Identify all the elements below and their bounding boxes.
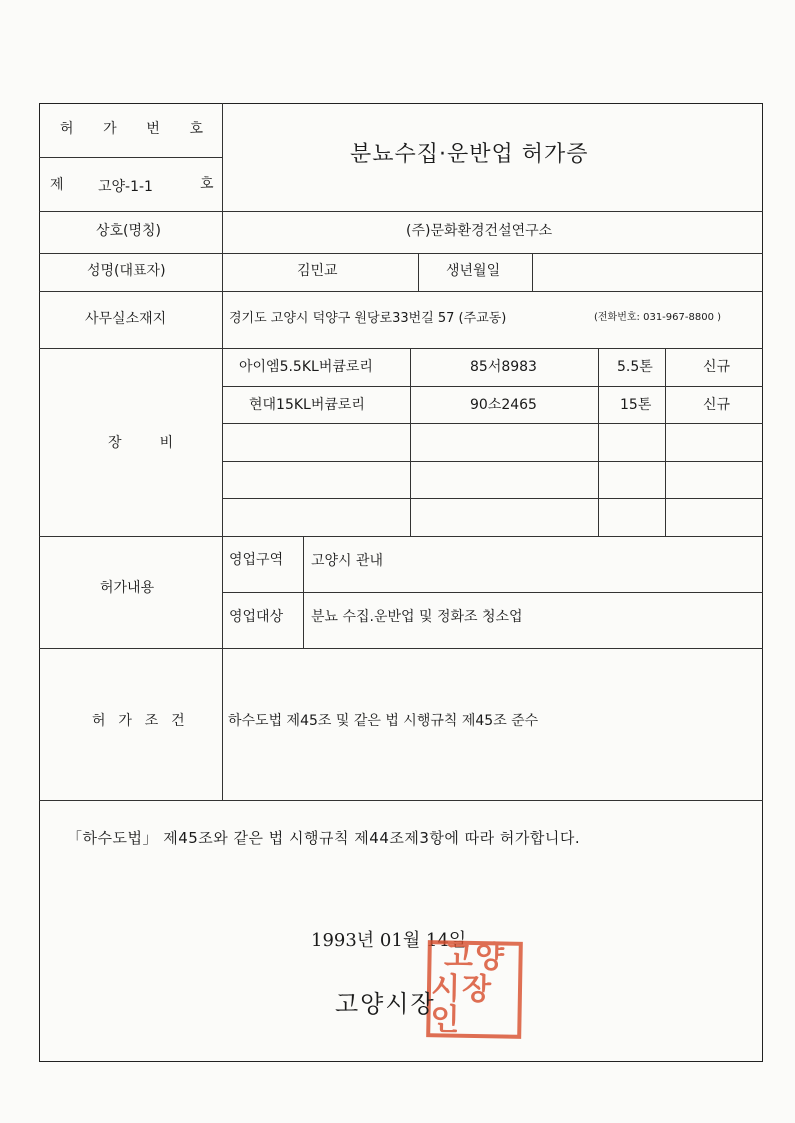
divider — [39, 800, 763, 801]
business-area-value: 고양시 관내 — [311, 553, 384, 569]
divider — [532, 253, 533, 291]
divider — [303, 536, 304, 648]
permit-number-label: 허 가 번 호 — [60, 121, 216, 137]
vehicle-name: 아이엠5.5KL버큠로리 — [239, 359, 373, 375]
birth-date-label: 생년월일 — [446, 263, 501, 279]
official-seal: 고양 시장인 — [426, 940, 523, 1039]
representative-value: 김민교 — [297, 263, 338, 279]
vehicle-plate: 90소2465 — [470, 397, 537, 413]
company-label: 상호(명칭) — [96, 223, 162, 239]
divider — [39, 291, 763, 292]
business-area-label: 영업구역 — [229, 552, 284, 568]
permit-number-value: 고양-1-1 — [98, 179, 153, 195]
permit-condition-value: 하수도법 제45조 및 같은 법 시행규칙 제45조 준수 — [228, 713, 539, 729]
permit-number-suffix: 호 — [200, 176, 214, 192]
permit-number-prefix: 제 — [50, 177, 64, 193]
company-value: (주)문화환경건설연구소 — [406, 223, 553, 239]
vehicle-name: 현대15KL버큠로리 — [249, 397, 365, 413]
divider — [222, 423, 763, 424]
issuer-name: 고양시장 — [335, 990, 436, 1018]
divider — [39, 536, 763, 537]
divider — [39, 211, 763, 212]
vehicle-capacity: 5.5톤 — [617, 359, 653, 375]
vehicle-status: 신규 — [703, 397, 731, 413]
office-phone: (전화번호: 031-967-8800 ) — [594, 312, 722, 323]
divider — [39, 253, 763, 254]
divider — [665, 348, 666, 536]
divider — [222, 103, 223, 800]
page-title: 분뇨수집·운반업 허가증 — [350, 142, 589, 167]
equipment-label: 장 비 — [108, 435, 190, 451]
divider — [410, 348, 411, 536]
divider — [222, 386, 763, 387]
permit-content-label: 허가내용 — [100, 580, 155, 596]
approval-statement: 「하수도법」 제45조와 같은 법 시행규칙 제44조제3항에 따라 허가합니다. — [67, 829, 581, 847]
divider — [222, 498, 763, 499]
permit-condition-label: 허 가 조 건 — [92, 713, 189, 729]
divider — [418, 253, 419, 291]
representative-label: 성명(대표자) — [87, 263, 166, 279]
vehicle-capacity: 15톤 — [620, 397, 652, 413]
divider — [39, 157, 222, 158]
vehicle-plate: 85서8983 — [470, 359, 537, 375]
office-address-value: 경기도 고양시 덕양구 원당로33번길 57 (주교동) — [229, 311, 507, 326]
business-target-value: 분뇨 수집.운반업 및 정화조 청소업 — [311, 609, 523, 625]
vehicle-status: 신규 — [703, 359, 731, 375]
divider — [222, 461, 763, 462]
business-target-label: 영업대상 — [229, 609, 284, 625]
divider — [598, 348, 599, 536]
office-address-label: 사무실소재지 — [85, 311, 167, 327]
divider — [39, 348, 763, 349]
issue-date: 1993년 01월 14일 — [311, 930, 467, 951]
divider — [39, 648, 763, 649]
